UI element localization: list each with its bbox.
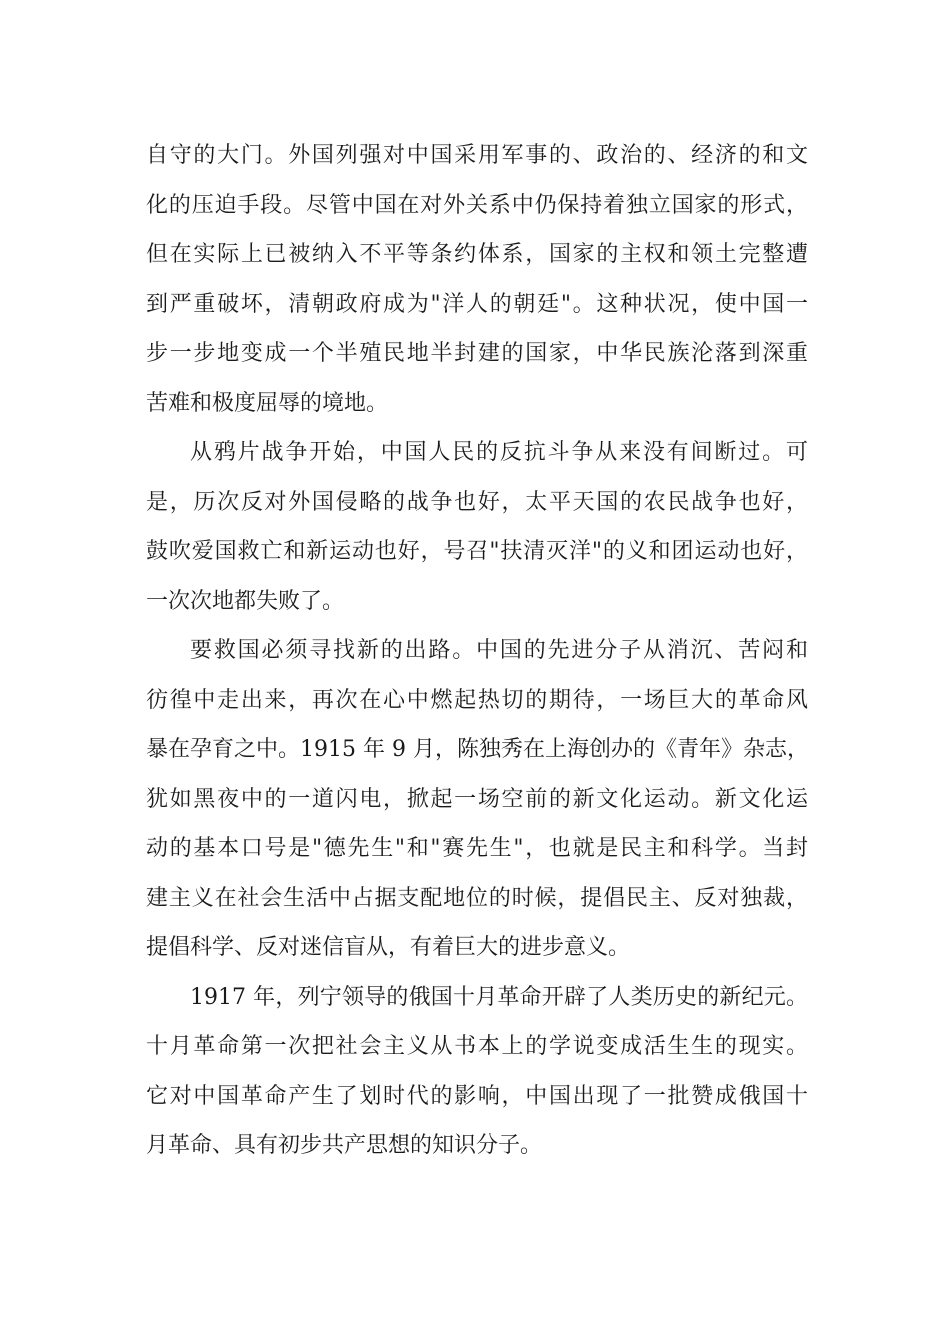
text-line: 苦难和极度屈辱的境地。 bbox=[146, 390, 389, 416]
text-line: 暴在孕育之中。1915 年 9 月，陈独秀在上海创办的《青年》杂志， bbox=[146, 737, 809, 762]
text-line: 是，历次反对外国侵略的战争也好，太平天国的农民战争也好， bbox=[146, 489, 808, 515]
paragraph bbox=[146, 626, 808, 973]
paragraph bbox=[146, 973, 808, 1171]
text-line: 彷徨中走出来，再次在心中燃起热切的期待，一场巨大的革命风 bbox=[146, 687, 808, 713]
text-line: 化的压迫手段。尽管中国在对外关系中仍保持着独立国家的形式， bbox=[146, 192, 808, 218]
text-line: 但在实际上已被纳入不平等条约体系，国家的主权和领土完整遭 bbox=[146, 242, 808, 267]
text-line: 要救国必须寻找新的出路。中国的先进分子从消沉、苦闷和 bbox=[190, 638, 808, 663]
text-line: 动的基本口号是"德先生"和"赛先生"，也就是民主和科学。当封 bbox=[146, 836, 808, 861]
text-line: 1917 年，列宁领导的俄国十月革命开辟了人类历史的新纪元。 bbox=[190, 984, 808, 1010]
text-line: 建主义在社会生活中占据支配地位的时候，提倡民主、反对独裁， bbox=[146, 885, 808, 911]
text-line: 鼓吹爱国救亡和新运动也好，号召"扶清灭洋"的义和团运动也好， bbox=[146, 539, 808, 564]
text-line: 犹如黑夜中的一道闪电，掀起一场空前的新文化运动。新文化运 bbox=[146, 786, 808, 812]
text-line: 一次次地都失败了。 bbox=[146, 588, 345, 614]
text-line: 月革命、具有初步共产思想的知识分子。 bbox=[146, 1133, 543, 1158]
text-line: 到严重破坏，清朝政府成为"洋人的朝廷"。这种状况，使中国一 bbox=[146, 291, 808, 317]
paragraph bbox=[146, 131, 808, 428]
text-line: 从鸦片战争开始，中国人民的反抗斗争从来没有间断过。可 bbox=[190, 440, 808, 465]
paragraph bbox=[146, 428, 808, 626]
text-line: 提倡科学、反对迷信盲从，有着巨大的进步意义。 bbox=[146, 935, 631, 960]
text-line: 十月革命第一次把社会主义从书本上的学说变成活生生的现实。 bbox=[146, 1034, 808, 1059]
text-line: 自守的大门。外国列强对中国采用军事的、政治的、经济的和文 bbox=[146, 143, 808, 168]
body-text bbox=[146, 131, 808, 1171]
text-line: 步一步地变成一个半殖民地半封建的国家，中华民族沦落到深重 bbox=[146, 341, 808, 366]
text-line: 它对中国革命产生了划时代的影响，中国出现了一批赞成俄国十 bbox=[146, 1083, 808, 1109]
